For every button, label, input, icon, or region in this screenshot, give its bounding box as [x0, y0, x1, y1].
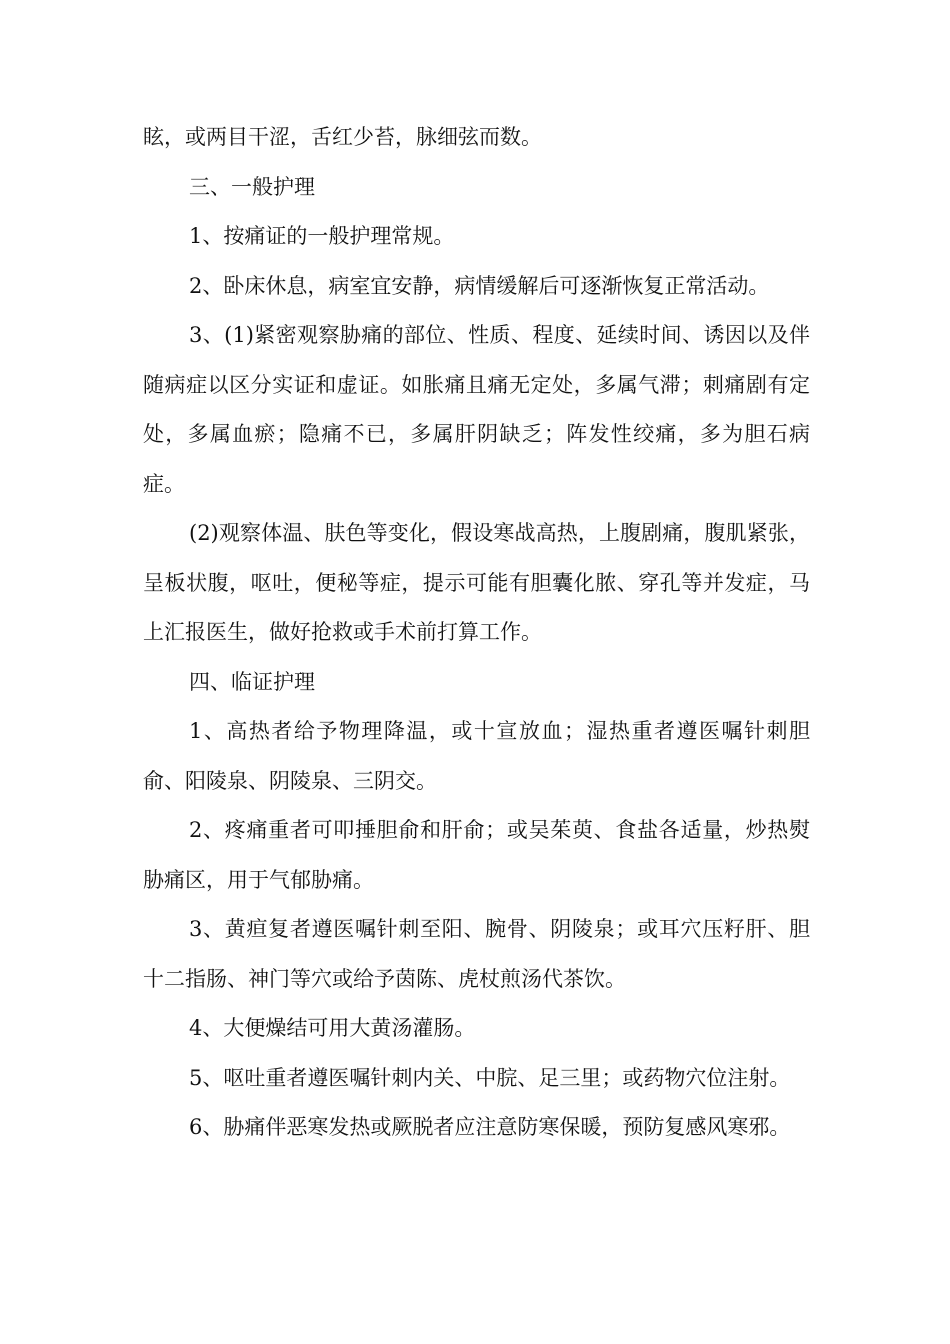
paragraph: 眩，或两目干涩，舌红少苔，脉细弦而数。: [143, 125, 542, 149]
section-heading: 四、临证护理: [189, 669, 315, 694]
paragraph: 6、胁痛伴恶寒发热或厥脱者应注意防寒保暖，预防复感风寒邪。: [189, 1115, 791, 1139]
paragraph: 1、按痛证的一般护理常规。: [189, 224, 455, 248]
paragraph: 4、大便燥结可用大黄汤灌肠。: [189, 1016, 476, 1040]
paragraph: 3、(1)紧密观察胁痛的部位、性质、程度、延续时间、诱因以及伴随病症以区分实证和虚证。如胀痛且痛无定处，多属气滞；刺痛剧有定处，多属血瘀；隐痛不已，多属肝阴缺乏；阵发性绞痛，多为胆石病症。: [143, 323, 810, 496]
paragraph: (2)观察体温、肤色等变化，假设寒战高热，上腹剧痛，腹肌紧张，呈板状腹，呕吐，便秘等症，提示可能有胆囊化脓、穿孔等并发症，马上汇报医生，做好抢救或手术前打算工作。: [143, 521, 810, 644]
paragraph: 2、卧床休息，病室宜安静，病情缓解后可逐渐恢复正常活动。: [189, 273, 770, 298]
document-body: [143, 113, 810, 1153]
paragraph: 1、高热者给予物理降温，或十宣放血；湿热重者遵医嘱针刺胆俞、阳陵泉、阴陵泉、三阴交。: [143, 719, 810, 793]
paragraph: 3、黄疸复者遵医嘱针刺至阳、腕骨、阴陵泉；或耳穴压籽肝、胆十二指肠、神门等穴或给予茵陈、虎杖煎汤代茶饮。: [143, 917, 810, 991]
paragraph: 5、呕吐重者遵医嘱针刺内关、中脘、足三里；或药物穴位注射。: [189, 1065, 791, 1090]
paragraph: 2、疼痛重者可叩捶胆俞和肝俞；或吴茱萸、食盐各适量，炒热熨胁痛区，用于气郁胁痛。: [143, 818, 810, 892]
section-heading: 三、一般护理: [189, 174, 315, 199]
